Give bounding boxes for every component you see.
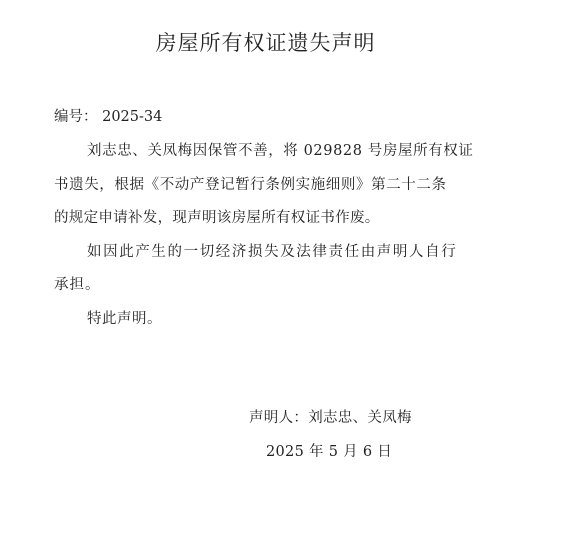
document-title: 房屋所有权证遗失声明 (155, 31, 376, 55)
document-number: 编号： 2025-34 (54, 109, 163, 125)
paragraph-1-line-1: 刘志忠、关凤梅因保管不善，将 029828 号房屋所有权证 (87, 143, 474, 159)
closing-statement: 特此声明。 (87, 311, 162, 327)
statement-date: 2025 年 5 月 6 日 (266, 444, 393, 460)
paragraph-1-line-2: 书遗失，根据《不动产登记暂行条例实施细则》第二十二条 (54, 177, 447, 193)
paragraph-2-line-2: 承担。 (54, 277, 101, 293)
paragraph-1-line-3: 的规定申请补发，现声明该房屋所有权证书作废。 (54, 210, 380, 226)
declarant-signature: 声明人：刘志忠、关凤梅 (249, 410, 412, 426)
paragraph-2-line-1: 如因此产生的一切经济损失及法律责任由声明人自行 (87, 244, 458, 260)
